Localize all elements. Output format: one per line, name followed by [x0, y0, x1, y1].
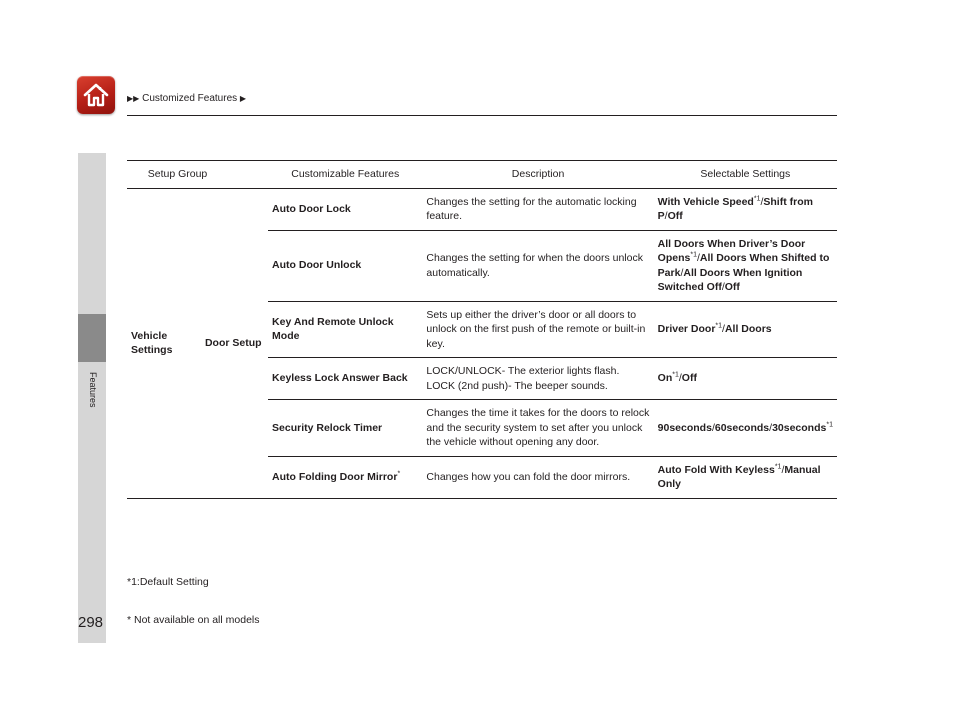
- customized-features-table: [127, 160, 837, 499]
- setting-separator: /: [781, 463, 785, 476]
- page-number: 298: [78, 614, 104, 631]
- setting-separator: /: [711, 421, 715, 434]
- header-divider: [127, 115, 837, 116]
- table-header-row: [127, 161, 837, 189]
- setting-option: Off: [681, 372, 697, 385]
- setting-option: 60seconds: [714, 421, 770, 434]
- feature-name: [268, 358, 422, 400]
- feature-description: Changes how you can fold the door mirrors.: [422, 456, 653, 498]
- breadcrumb-link-customized-features[interactable]: Customized Features: [142, 93, 238, 104]
- feature-name: [268, 301, 422, 358]
- default-setting-mark: *1: [672, 371, 679, 379]
- setting-separator: /: [760, 195, 764, 208]
- default-setting-mark: *1: [690, 251, 697, 259]
- breadcrumb-trailing-arrow: ▶: [239, 94, 247, 103]
- feature-name: [268, 188, 422, 230]
- breadcrumb-arrows: ▶▶: [127, 94, 140, 103]
- header-customizable-features: Customizable Features: [268, 161, 422, 189]
- default-setting-mark: *1: [753, 195, 761, 202]
- selectable-settings: [654, 301, 837, 358]
- setting-option: Off: [724, 281, 740, 293]
- selectable-settings: [654, 358, 837, 400]
- feature-description: Changes the setting for the automatic locking feature.: [422, 188, 653, 230]
- setup-subgroup-name: Door Setup: [204, 336, 262, 349]
- feature-description: Sets up either the driver’s door or all doors to unlock on the first push of the remote or built-in key.: [422, 301, 653, 358]
- models-availability-note: * Not available on all models: [127, 614, 260, 626]
- selectable-settings: [654, 230, 837, 301]
- selectable-settings: [654, 400, 837, 457]
- breadcrumb: [127, 93, 246, 104]
- sidebar-section-marker: [78, 314, 106, 362]
- setting-separator: /: [721, 281, 725, 293]
- setting-option: Manual Only: [657, 463, 821, 490]
- setting-option: Shift from P: [657, 195, 813, 222]
- default-setting-note: *1:Default Setting: [127, 576, 209, 588]
- feature-name: [268, 400, 422, 457]
- setting-option: Driver Door: [657, 323, 716, 335]
- header-setup-group: Setup Group: [127, 161, 268, 189]
- feature-name: [268, 456, 422, 498]
- feature-name-text: Key And Remote Unlock Mode: [272, 315, 394, 343]
- feature-name-text: Keyless Lock Answer Back: [272, 372, 408, 385]
- setting-option: On: [657, 372, 673, 385]
- feature-name-text: Security Relock Timer: [272, 421, 383, 434]
- setting-separator: /: [722, 323, 725, 335]
- header-selectable-settings: Selectable Settings: [654, 161, 837, 189]
- default-setting-mark: *1: [774, 463, 782, 470]
- setting-separator: /: [664, 210, 668, 222]
- setting-option: All Doors: [724, 323, 772, 335]
- feature-description: LOCK/UNLOCK- The exterior lights flash. LOCK (2nd push)- The beeper sounds.: [422, 358, 653, 400]
- feature-description: Changes the time it takes for the doors to relock and the security system to set after you unlock the vehicle without opening any door.: [422, 400, 653, 457]
- feature-name-text: Auto Folding Door Mirror: [272, 470, 398, 483]
- default-setting-mark: *1: [826, 421, 833, 428]
- feature-name: [268, 230, 422, 301]
- home-button[interactable]: [77, 76, 115, 114]
- setup-group-name: Vehicle Settings: [131, 329, 173, 356]
- model-availability-mark: *: [397, 470, 401, 478]
- setting-option: 30seconds: [772, 421, 827, 434]
- home-icon: [82, 81, 110, 109]
- setting-option: Off: [667, 210, 683, 222]
- setting-option: Auto Fold With Keyless: [657, 463, 775, 476]
- header-description: Description: [422, 161, 653, 189]
- setting-option: All Doors When Driver’s Door Opens: [657, 237, 806, 264]
- default-setting-mark: *1: [715, 322, 723, 330]
- feature-description: Changes the setting for when the doors unlock automatically.: [422, 230, 653, 301]
- setting-option: All Doors When Shifted to Park: [657, 252, 830, 279]
- setting-separator: /: [678, 372, 682, 385]
- table-row: [127, 188, 837, 230]
- setting-separator: /: [680, 266, 684, 279]
- setting-option: 90seconds: [657, 421, 712, 434]
- setting-option: With Vehicle Speed: [657, 195, 754, 208]
- setting-option: All Doors When Ignition Switched Off: [657, 266, 803, 293]
- sidebar-section-label: Features: [88, 372, 98, 408]
- feature-name-text: Auto Door Lock: [272, 202, 351, 215]
- setting-separator: /: [769, 421, 773, 434]
- feature-name-text: Auto Door Unlock: [272, 259, 362, 272]
- setting-separator: /: [696, 252, 700, 264]
- selectable-settings: [654, 456, 837, 498]
- selectable-settings: [654, 188, 837, 230]
